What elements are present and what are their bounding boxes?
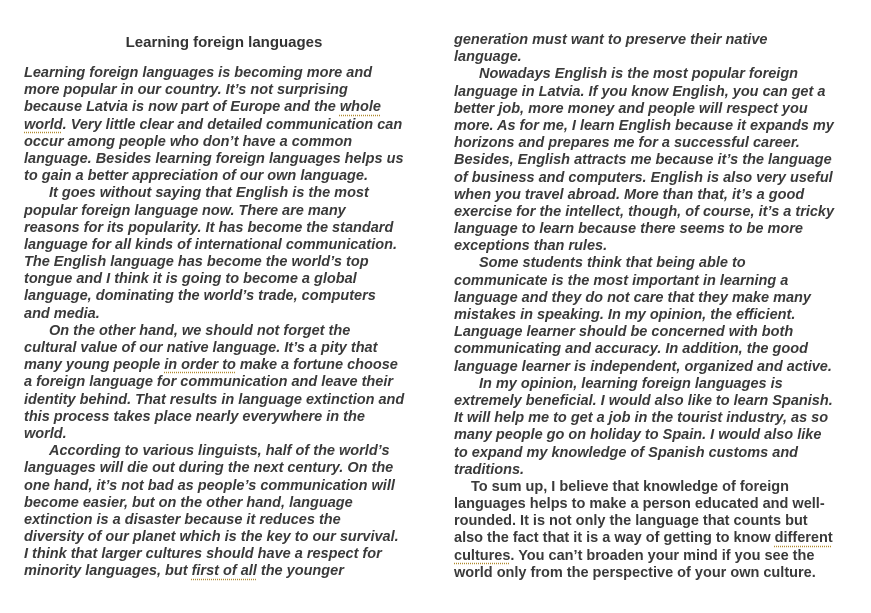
line-text: languages will die out during the next century. On the [24, 460, 394, 477]
line-text: popular foreign language now. There are many [24, 202, 346, 219]
line-text: make a fortune choose [235, 357, 398, 374]
line-text: Some students think that being able to [479, 255, 746, 272]
text-line [24, 185, 424, 202]
text-line [454, 221, 854, 238]
line-text: exercise for the intellect, though, of course, it’s a tricky [454, 203, 835, 220]
line-text: and media. [24, 305, 100, 322]
line-text: identity behind. That results in language extinction and [24, 391, 405, 408]
text-line [24, 134, 424, 151]
line-text: many people go on holiday to Spain. I would also like [454, 427, 822, 444]
text-line [24, 117, 424, 134]
text-line [454, 445, 854, 462]
text-line [454, 290, 854, 307]
line-text: become easier, but on the other hand, language [24, 494, 353, 511]
document-title: Learning foreign languages [125, 34, 323, 51]
line-text: traditions. [454, 461, 525, 478]
line-text: languages helps to make a person educated and well- [454, 496, 825, 513]
line-text: language learner is independent, organized and active. [454, 358, 832, 375]
text-line [454, 204, 854, 221]
right-column [454, 32, 854, 582]
line-text: also the fact that it is a way of getting to know [454, 530, 775, 547]
text-line [24, 529, 424, 546]
text-line [24, 168, 424, 185]
text-line [454, 152, 854, 169]
text-line [454, 341, 854, 358]
text-line [454, 410, 854, 427]
text-line [24, 288, 424, 305]
text-line [24, 563, 424, 580]
text-line [454, 101, 854, 118]
text-line [24, 357, 424, 374]
text-line [454, 255, 854, 272]
line-text: many young people [24, 357, 165, 374]
line-text: On the other hand, we should not forget the [49, 322, 351, 339]
line-text: exceptions than rules. [454, 238, 608, 255]
grammar-flagged-phrase[interactable]: first of all [191, 563, 257, 580]
line-text: I think that larger cultures should have a respect for [24, 546, 382, 563]
line-text: because Latvia is now part of Europe and the [24, 99, 340, 116]
text-line [454, 187, 854, 204]
text-line [24, 495, 424, 512]
line-text: . Very little clear and detailed communication can [62, 116, 403, 133]
text-line [24, 443, 424, 460]
grammar-flagged-phrase[interactable]: world [24, 116, 63, 133]
line-text: occur among people who don’t have a common [24, 133, 353, 150]
text-line [24, 340, 424, 357]
line-text: better job, more money and people will respect you [454, 100, 808, 117]
text-line [24, 392, 424, 409]
text-line [454, 135, 854, 152]
line-text: diversity of our planet which is the key to our survival. [24, 529, 399, 546]
left-column [24, 32, 424, 581]
line-text: the younger [256, 563, 344, 580]
right-column-text [454, 32, 854, 582]
line-text: communicate is the most important in learning a [454, 272, 789, 289]
line-text: language. [454, 49, 522, 66]
text-line [454, 479, 854, 496]
line-text: more. As for me, I learn English because it expands my [454, 117, 834, 134]
line-text: minority languages, but [24, 563, 192, 580]
text-line [454, 307, 854, 324]
text-line [454, 462, 854, 479]
line-text: tongue and I think it is going to become a global [24, 271, 357, 288]
text-line [454, 170, 854, 187]
text-line [24, 306, 424, 323]
text-line [454, 324, 854, 341]
line-text: reasons for its popularity. It has become the standard [24, 219, 394, 236]
line-text: To sum up, I believe that knowledge of foreign [471, 478, 789, 495]
line-text: language to learn because there seems to be more [454, 221, 803, 238]
text-line [454, 548, 854, 565]
line-text: communicating and accuracy. In addition, the good [454, 341, 808, 358]
text-line [24, 512, 424, 529]
line-text: more popular in our country. It’s not surprising [24, 82, 348, 99]
text-line [24, 220, 424, 237]
line-text: Besides, English attracts me because it’s the language [454, 152, 832, 169]
text-line [454, 49, 854, 66]
text-line [24, 237, 424, 254]
grammar-flagged-phrase[interactable]: in order to [164, 357, 236, 374]
text-line [24, 82, 424, 99]
left-column-text [24, 65, 424, 581]
text-line [24, 203, 424, 220]
line-text: language, dominating the world’s trade, computers [24, 288, 376, 305]
text-line [454, 565, 854, 582]
text-line [24, 151, 424, 168]
line-text: to expand my knowledge of Spanish customs and [454, 444, 799, 461]
line-text: extinction is a disaster because it reduces the [24, 511, 341, 528]
text-line [454, 376, 854, 393]
grammar-flagged-phrase[interactable]: whole [339, 99, 381, 116]
line-text: language in Latvia. If you know English, you can get a [454, 83, 826, 100]
text-line [24, 546, 424, 563]
line-text: to gain a better appreciation of our own language. [24, 168, 368, 185]
line-text: Learning foreign languages is becoming more and [24, 65, 373, 81]
text-line [24, 409, 424, 426]
line-text: language for all kinds of international communication. [24, 236, 398, 253]
text-line [454, 427, 854, 444]
line-text: of business and computers. English is also very useful [454, 169, 833, 186]
line-text: extremely beneficial. I would also like to learn Spanish. [454, 392, 833, 409]
line-text: . You can’t broaden your mind if you see the [510, 547, 815, 564]
text-line [454, 273, 854, 290]
grammar-flagged-phrase[interactable]: different [774, 530, 833, 547]
text-line [454, 513, 854, 530]
text-line [24, 323, 424, 340]
line-text: one hand, it’s not bad as people’s communication will [24, 477, 395, 494]
line-text: In my opinion, learning foreign languages is [479, 375, 783, 392]
line-text: It will help me to get a job in the tourist industry, as so [454, 410, 829, 427]
text-line [454, 66, 854, 83]
text-line [454, 496, 854, 513]
text-line [24, 374, 424, 391]
text-line [454, 530, 854, 547]
text-line [454, 238, 854, 255]
line-text: world. [24, 425, 67, 442]
text-line [24, 478, 424, 495]
text-line [24, 426, 424, 443]
line-text: mistakes in speaking. In my opinion, the efficient. [454, 307, 796, 323]
line-text: language. Besides learning foreign languages helps us [24, 150, 404, 167]
line-text: Language learner should be concerned with both [454, 324, 794, 341]
line-text: when you travel abroad. More than that, it’s a good [454, 186, 805, 203]
line-text: The English language has become the world’s top [24, 254, 369, 271]
line-text: this process takes place nearly everywhere in the [24, 408, 365, 425]
line-text: It goes without saying that English is the most [49, 185, 369, 202]
line-text: a foreign language for communication and leave their [24, 374, 394, 391]
line-text: language and they do not care that they make many [454, 289, 811, 306]
line-text: cultural value of our native language. It’s a pity that [24, 340, 378, 356]
text-line [24, 460, 424, 477]
grammar-flagged-phrase[interactable]: cultures [454, 547, 511, 564]
text-line [454, 393, 854, 410]
line-text: world only from the perspective of your own culture. [454, 564, 816, 581]
line-text: horizons and prepares me for a successful career. [454, 135, 800, 152]
line-text: Nowadays English is the most popular foreign [479, 66, 799, 83]
text-line [24, 271, 424, 288]
text-line [454, 84, 854, 101]
text-line [24, 99, 424, 116]
text-line [454, 359, 854, 376]
line-text: rounded. It is not only the language that counts but [454, 513, 808, 530]
line-text: According to various linguists, half of the world’s [49, 443, 390, 460]
text-line [454, 118, 854, 135]
text-line [24, 65, 424, 82]
text-line [454, 32, 854, 49]
line-text: generation must want to preserve their native [454, 32, 768, 48]
text-line [24, 254, 424, 271]
